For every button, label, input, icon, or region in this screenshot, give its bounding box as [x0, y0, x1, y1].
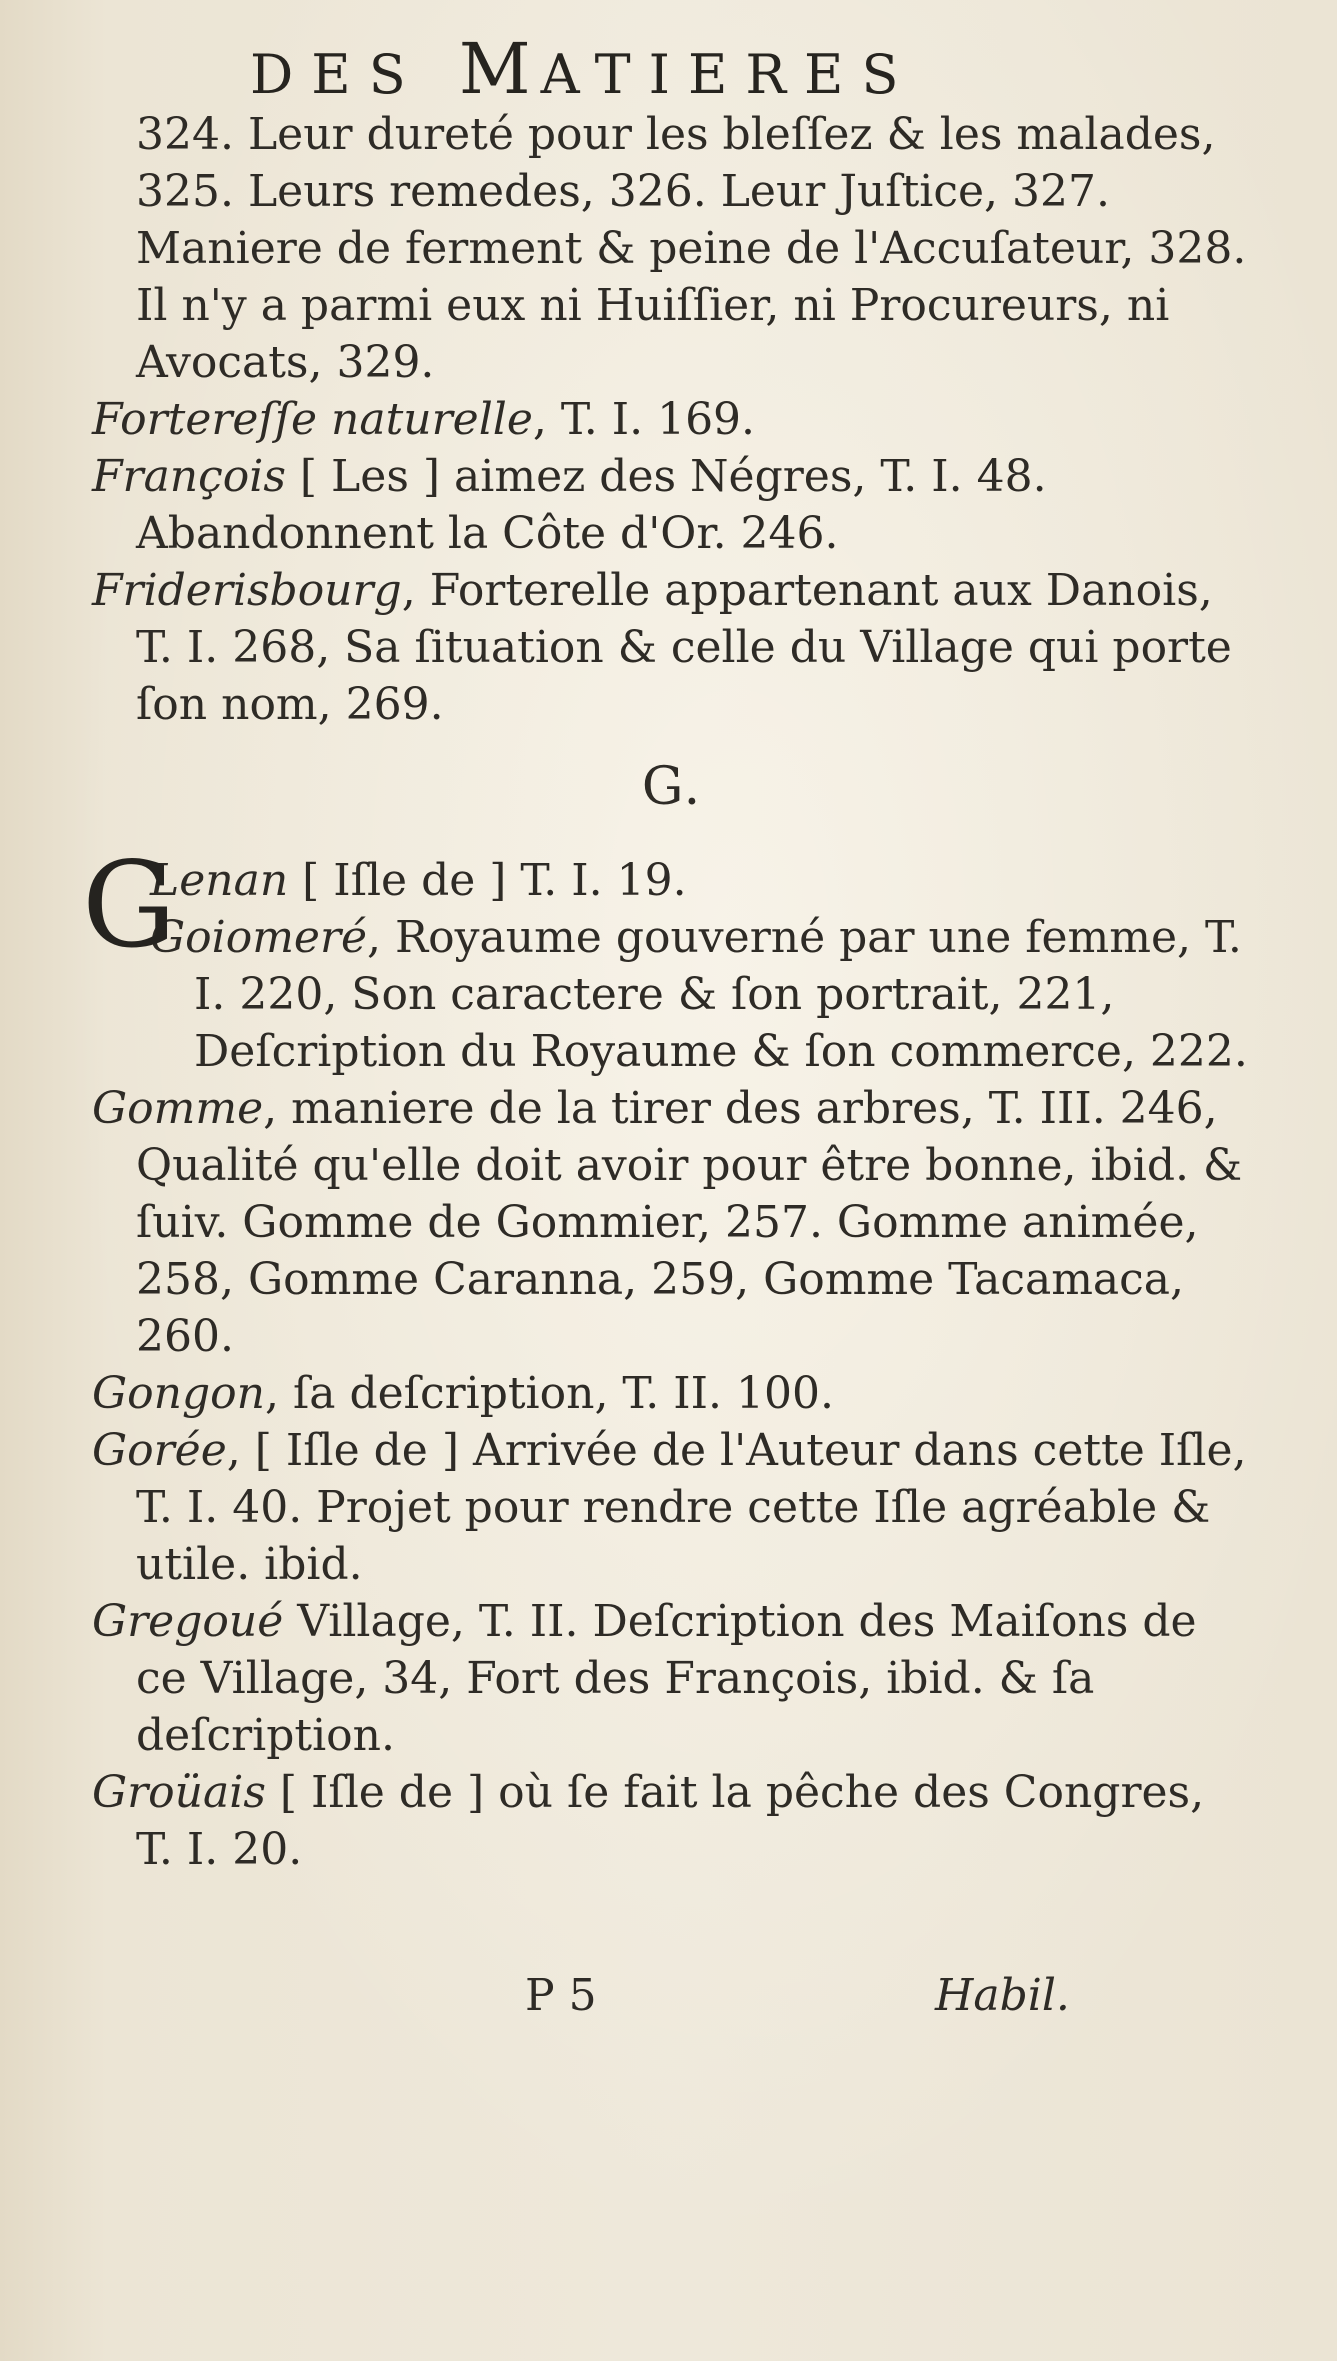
entry-text: , maniere de la tirer des arbres, T. III. 246, Qualité qu'elle doit avoir pour être bonne, ibid. & ſuiv. Gomme de Gommier, 257. Gomme animée, 258, Gomme Caranna, 259, Gomme Tacamaca, 260. [136, 1083, 1243, 1362]
entry-text: , Forterelle appartenant aux Danois, T. I. 268, Sa ſituation & celle du Village qui porte ſon nom, 269. [136, 565, 1232, 730]
running-header [0, 28, 1337, 110]
entry-text: [ Les ] aimez des Négres, T. I. 48. Abandonnent la Côte d'Or. 246. [136, 451, 1047, 559]
entry-head: Gomme [92, 1083, 264, 1134]
entry-head: Gongon [92, 1368, 265, 1419]
index-entry [92, 1365, 1252, 1422]
signature-mark: P 5 [525, 1970, 597, 2021]
index-entry [92, 448, 1252, 562]
drop-cap-letter: G [82, 836, 177, 974]
index-entry [92, 1593, 1252, 1764]
entry-text: , Royaume gouverné par une femme, T. I. 220, Son caractere & ſon portrait, 221, Deſcription du Royaume & ſon commerce, 222. [194, 912, 1248, 1077]
index-entry [92, 909, 1252, 1080]
entry-text: [ Iſle de ] où ſe fait la pêche des Congres, T. I. 20. [136, 1767, 1205, 1875]
entry-head: Gregoué [92, 1596, 284, 1647]
index-entry [92, 562, 1252, 733]
entry-head: François [92, 451, 286, 502]
entry-head: Gorée [92, 1425, 227, 1476]
entry-text: Village, T. II. Deſcription des Maiſons de ce Village, 34, Fort des François, ibid. & ſa deſcription. [136, 1596, 1197, 1761]
entry-head: Lenan [150, 855, 289, 906]
entry-text: , [ Iſle de ] Arrivée de l'Auteur dans cette Iſle, T. I. 40. Projet pour rendre cette Iſle agréable & utile. ibid. [136, 1425, 1247, 1590]
index-entry [92, 391, 1252, 448]
index-entry [92, 1422, 1252, 1593]
index-entries [82, 106, 1252, 1878]
entry-text: [ Iſle de ] T. I. 19. [288, 855, 687, 906]
catchword: Habil. [935, 1970, 1070, 2021]
entry-text: , ſa deſcription, T. II. 100. [264, 1368, 834, 1419]
entry-head: Friderisbourg [92, 565, 402, 616]
index-entry [92, 1764, 1252, 1878]
entry-head: Goiomeré [150, 912, 368, 963]
index-entry [92, 1080, 1252, 1365]
index-entry-continuation: 324. Leur dureté pour les bleſſez & les malades, 325. Leurs remedes, 326. Leur Juſtice, 327. Maniere de ferment & peine de l'Accuſateur, 328. Il n'y a parmi eux ni Huiſſier, ni Procureurs, ni Avocats, 329. [136, 109, 1247, 388]
entry-text: , T. I. 169. [532, 394, 756, 445]
header-prefix: DES [250, 43, 424, 106]
entry-head: Fortereſſe naturelle [92, 394, 533, 445]
header-rest: ATIERES [540, 43, 917, 106]
header-big-letter: M [458, 28, 541, 110]
entry-head: Groüais [92, 1767, 266, 1818]
section-heading: G. [641, 757, 703, 817]
